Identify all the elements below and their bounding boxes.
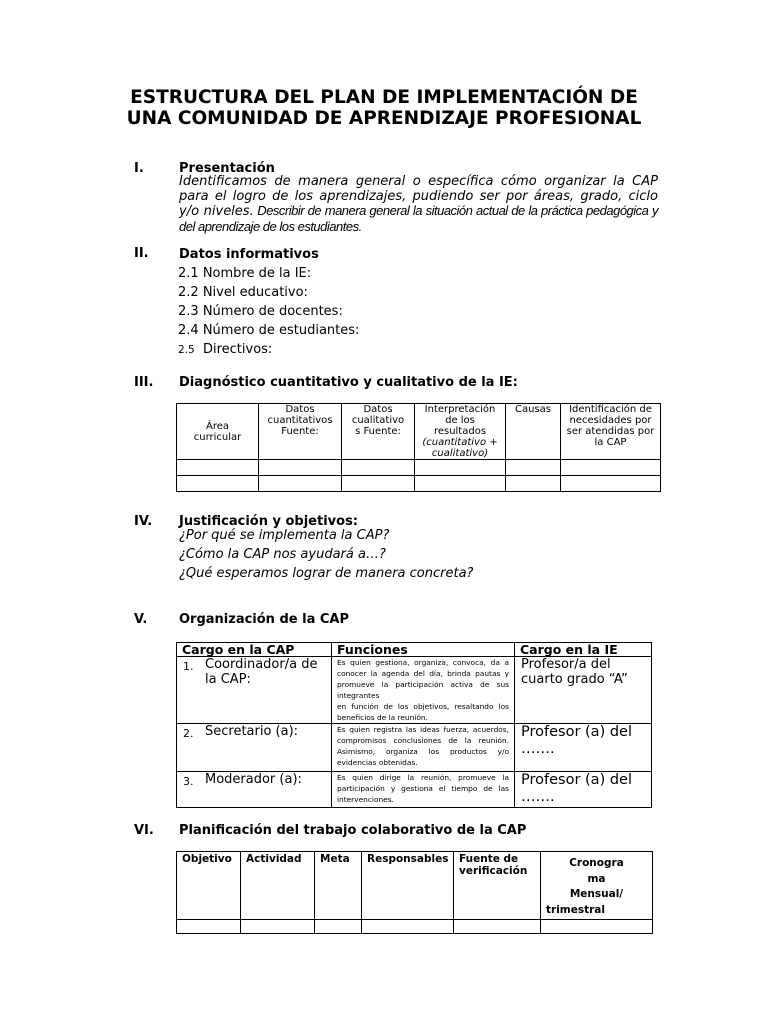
section-6-title: Planificación del trabajo colaborativo de la CAP xyxy=(179,823,527,838)
section-1-number: I. xyxy=(134,161,144,176)
title-line-1: ESTRUCTURA DEL PLAN DE IMPLEMENTACIÓN DE xyxy=(130,87,638,108)
header-causas: Causas xyxy=(506,404,561,460)
role-secretario: 2. Secretario (a): xyxy=(177,724,332,772)
header-meta: Meta xyxy=(315,852,362,920)
header-actividad: Actividad xyxy=(241,852,315,920)
role-moderador-funciones: Es quien dirige la reunión, promueve la participación y gestiona el tiempo de las intervenciones. xyxy=(332,772,515,808)
header-datos-cualitativos: Datos cualitativo s Fuente: xyxy=(342,404,415,460)
info-item-1: 2.1 Nombre de la IE: xyxy=(178,266,312,281)
header-datos-cuantitativos: Datos cuantitativos Fuente: xyxy=(259,404,342,460)
table-row xyxy=(177,476,661,492)
diagnostic-table xyxy=(176,403,661,492)
document-title xyxy=(100,87,668,129)
header-fuente-verificacion: Fuente de verificación xyxy=(454,852,541,920)
role-moderador-cargo-ie: Profesor (a) del ……. xyxy=(515,772,652,808)
header-area-curricular: Área curricular xyxy=(177,404,259,460)
role-coordinador-funciones: Es quien gestiona, organiza, convoca, da a conocer la agenda del día, brinda pautas y promueve la participación activa de sus integrantes en función de los objetivos, resaltando los beneficios de la reunión. xyxy=(332,657,515,724)
organization-table xyxy=(176,642,652,808)
table-row xyxy=(177,657,652,724)
info-item-5: 2.5 Directivos: xyxy=(178,342,273,357)
header-cargo-cap: Cargo en la CAP xyxy=(177,643,332,657)
planning-header-row xyxy=(177,852,653,920)
role-coordinador-cargo-ie: Profesor/a del cuarto grado “A” xyxy=(515,657,652,724)
header-cargo-ie: Cargo en la IE xyxy=(515,643,652,657)
role-moderador: 3. Moderador (a): xyxy=(177,772,332,808)
organization-header-row xyxy=(177,643,652,657)
section-5-title: Organización de la CAP xyxy=(179,612,349,627)
info-item-4: 2.4 Número de estudiantes: xyxy=(178,323,360,338)
diagnostic-header-row xyxy=(177,404,661,460)
section-1-title: Presentación xyxy=(179,161,275,176)
info-item-2: 2.2 Nivel educativo: xyxy=(178,285,308,300)
table-row xyxy=(177,772,652,808)
section-3-title: Diagnóstico cuantitativo y cualitativo de la IE: xyxy=(179,375,518,390)
section-2-title: Datos informativos xyxy=(179,247,319,262)
role-coordinador: 1. Coordinador/a de la CAP: xyxy=(177,657,332,724)
section-3-number: III. xyxy=(134,375,154,390)
header-identificacion: Identificación de necesidades por ser atendidas por la CAP xyxy=(561,404,661,460)
section-1-description xyxy=(179,175,658,235)
section-1-text-a: Identificamos de manera general o específica cómo organizar la CAP para el logro de los aprendizajes, pudiendo ser por áreas, grado, ciclo y/o niveles. xyxy=(179,174,658,219)
section-2-number: II. xyxy=(134,246,149,261)
header-responsables: Responsables xyxy=(362,852,454,920)
planning-table xyxy=(176,851,653,934)
section-1-text-b: Describir de manera general la situación actual de la práctica pedagógica y del aprendizaje de los estudiantes. xyxy=(179,203,658,234)
question-3: ¿Qué esperamos lograr de manera concreta? xyxy=(179,566,474,581)
table-row xyxy=(177,724,652,772)
section-5-number: V. xyxy=(134,612,148,627)
section-6-number: VI. xyxy=(134,823,154,838)
question-1: ¿Por qué se implementa la CAP? xyxy=(179,528,390,543)
role-secretario-cargo-ie: Profesor (a) del ……. xyxy=(515,724,652,772)
role-secretario-funciones: Es quien registra las ideas fuerza, acuerdos, compromisos conclusiones de la reunión. Asimismo, organiza los productos y/o evidencias obtenidas. xyxy=(332,724,515,772)
question-2: ¿Cómo la CAP nos ayudará a…? xyxy=(179,547,386,562)
section-4-title: Justificación y objetivos: xyxy=(179,514,359,529)
section-4-number: IV. xyxy=(134,514,153,529)
title-line-2: UNA COMUNIDAD DE APRENDIZAJE PROFESIONAL xyxy=(126,108,642,129)
header-objetivo: Objetivo xyxy=(177,852,241,920)
table-row xyxy=(177,920,653,934)
info-item-3: 2.3 Número de docentes: xyxy=(178,304,343,319)
header-cronograma: Cronogra ma Mensual/ trimestral xyxy=(541,852,653,920)
header-funciones: Funciones xyxy=(332,643,515,657)
header-interpretacion: Interpretación de los resultados (cuantitativo + cualitativo) xyxy=(415,404,506,460)
table-row xyxy=(177,460,661,476)
